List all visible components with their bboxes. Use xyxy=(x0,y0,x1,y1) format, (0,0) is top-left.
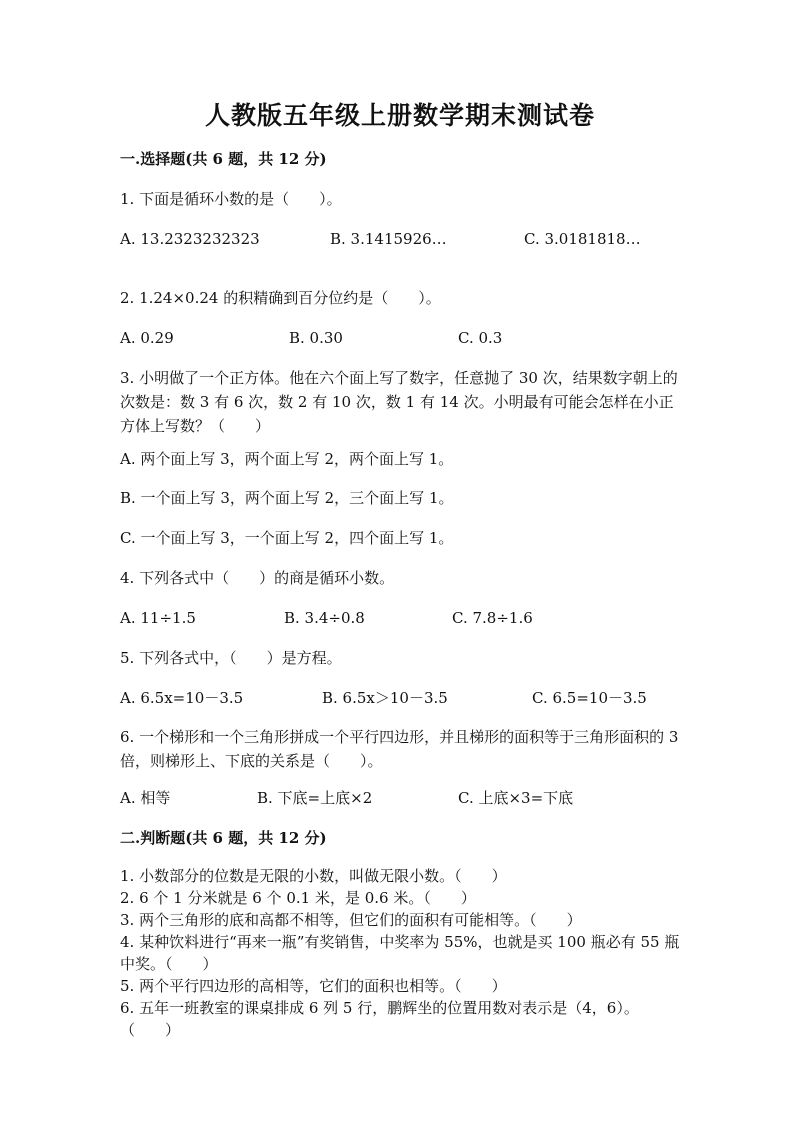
section-heading-judgment: 二.判断题(共 6 题，共 12 分) xyxy=(120,829,327,847)
section-heading-choice: 一.选择题(共 6 题，共 12 分) xyxy=(120,150,327,168)
page-title: 人教版五年级上册数学期末测试卷 xyxy=(204,101,595,130)
option-a: A. 两个面上写 3，两个面上写 2，两个面上写 1。 xyxy=(120,450,454,468)
judgment-item: 5. 两个平行四边形的高相等，它们的面积也相等。（ ） xyxy=(120,977,507,995)
question-stem: 2. 1.24×0.24 的积精确到百分位约是（ ）。 xyxy=(120,289,441,307)
option-a: A. 13.2323232323 xyxy=(120,230,260,248)
option-b: B. 下底=上底×2 xyxy=(257,789,373,807)
option-c: C. 上底×3=下底 xyxy=(458,789,574,807)
question-stem: 3. 小明做了一个正方体。他在六个面上写了数字，任意抛了 30 次，结果数字朝上的次数是：数 3 有 6 次，数 2 有 10 次，数 1 有 14 次。小明最有可能会怎样在小正方体上写数？（ ） xyxy=(120,369,678,435)
option-b: B. 0.30 xyxy=(289,329,343,347)
option-b: B. 一个面上写 3，两个面上写 2，三个面上写 1。 xyxy=(120,489,454,507)
option-c: C. 3.0181818… xyxy=(524,230,641,248)
option-c: C. 0.3 xyxy=(458,329,503,347)
judgment-item: 4. 某种饮料进行“再来一瓶”有奖销售，中奖率为 55%，也就是买 100 瓶必有 55 瓶中奖。（ ） xyxy=(120,933,680,973)
option-a: A. 11÷1.5 xyxy=(120,609,196,627)
option-a: A. 相等 xyxy=(120,789,171,807)
option-c: C. 一个面上写 3，一个面上写 2，四个面上写 1。 xyxy=(120,529,454,547)
judgment-item: 6. 五年一班教室的课桌排成 6 列 5 行，鹏辉坐的位置用数对表示是（4，6）。（ ） xyxy=(120,999,639,1039)
question-stem: 1. 下面是循环小数的是（ ）。 xyxy=(120,190,342,208)
option-a: A. 6.5x=10－3.5 xyxy=(120,689,244,707)
option-a: A. 0.29 xyxy=(120,329,174,347)
question-stem: 4. 下列各式中（ ）的商是循环小数。 xyxy=(120,569,395,587)
question-stem: 5. 下列各式中，（ ）是方程。 xyxy=(120,649,342,667)
option-b: B. 3.1415926… xyxy=(330,230,447,248)
option-c: C. 7.8÷1.6 xyxy=(452,609,533,627)
judgment-item: 2. 6 个 1 分米就是 6 个 0.1 米，是 0.6 米。（ ） xyxy=(120,889,476,907)
option-c: C. 6.5=10－3.5 xyxy=(532,689,647,707)
option-b: B. 3.4÷0.8 xyxy=(284,609,365,627)
option-b: B. 6.5x＞10－3.5 xyxy=(322,689,448,707)
question-stem: 6. 一个梯形和一个三角形拼成一个平行四边形，并且梯形的面积等于三角形面积的 3 倍，则梯形上、下底的关系是（ ）。 xyxy=(120,728,679,770)
judgment-item: 1. 小数部分的位数是无限的小数，叫做无限小数。（ ） xyxy=(120,867,507,885)
judgment-item: 3. 两个三角形的底和高都不相等，但它们的面积有可能相等。（ ） xyxy=(120,911,582,929)
